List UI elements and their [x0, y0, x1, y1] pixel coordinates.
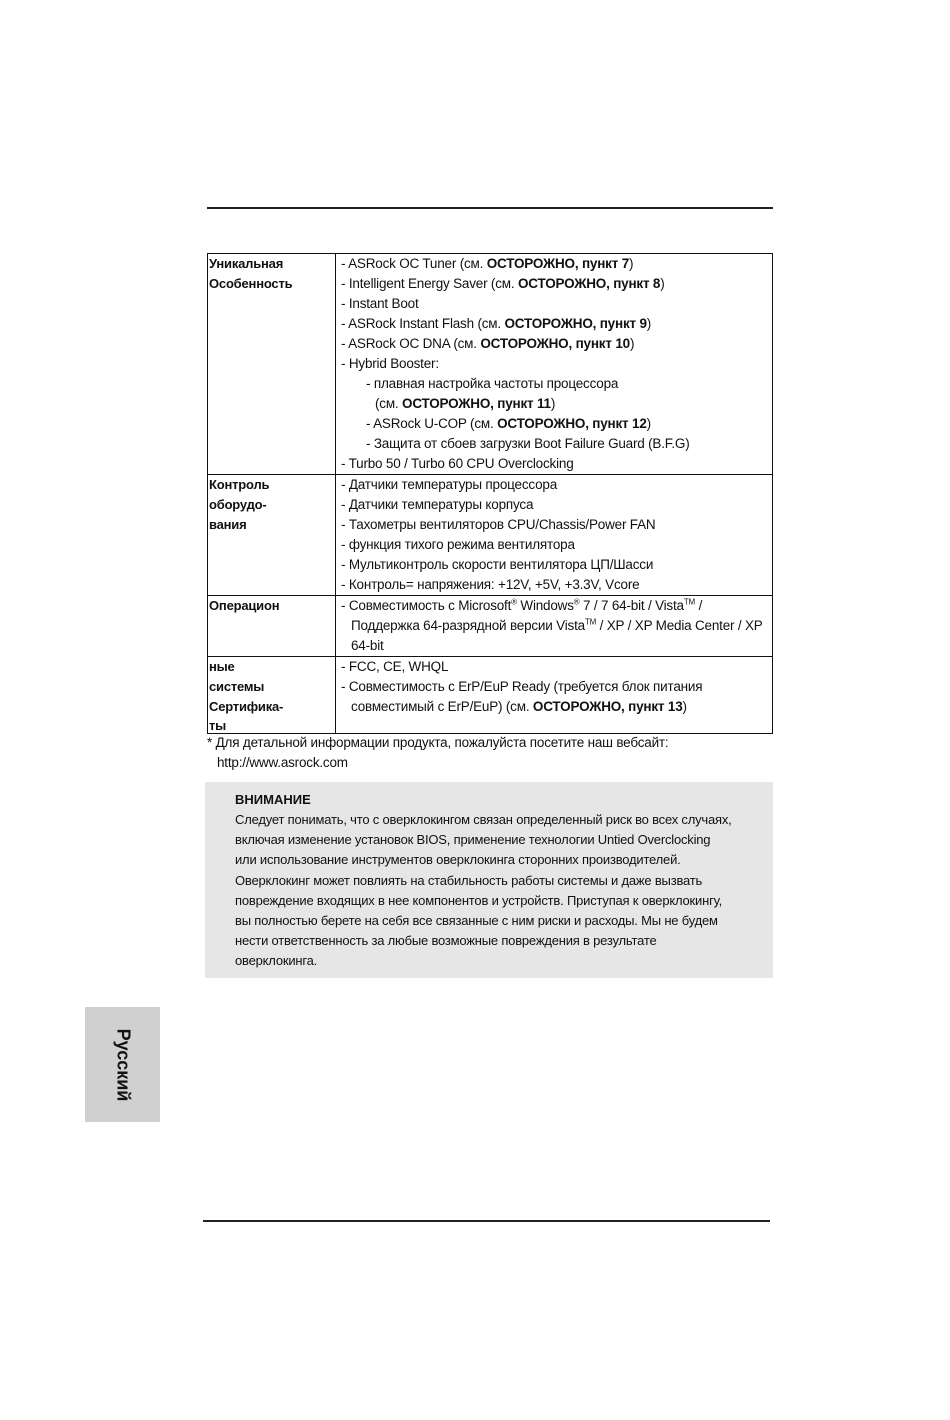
warning-line: Оверклокинг может повлиять на стабильность работы системы и даже вызвать — [235, 872, 703, 888]
row-label — [208, 657, 336, 734]
warning-title: ВНИМАНИЕ — [235, 792, 311, 807]
footnote-url: http://www.asrock.com — [217, 755, 348, 770]
row-label — [208, 254, 336, 475]
list-item: - плавная настройка частоты процессора — [366, 376, 619, 391]
warning-body — [235, 810, 732, 972]
list-item: - Совместимость с Microsoft® Windows® 7 / 7 64-bit / Vista™ / — [341, 597, 703, 613]
list-item: - Тахометры вентиляторов CPU/Chassis/Power FAN — [341, 517, 656, 532]
warning-box — [205, 782, 773, 978]
footnote — [207, 733, 668, 773]
warning-line: или использование инструментов оверклокинга сторонних производителей. — [235, 852, 681, 868]
list-item: - Intelligent Energy Saver (см. ОСТОРОЖНО, пункт 8) — [341, 276, 665, 291]
list-item: - Датчики температуры процессора — [341, 477, 558, 492]
row-label — [208, 475, 336, 596]
list-item: - Мультиконтроль скорости вентилятора ЦП/Шасси — [341, 557, 654, 572]
warning-line: включая изменение установок BIOS, применение технологии Untied Overclocking — [235, 832, 711, 848]
list-item: - ASRock OC DNA (см. ОСТОРОЖНО, пункт 10) — [341, 336, 635, 351]
list-item: - Instant Boot — [341, 296, 419, 311]
header-rule — [207, 207, 773, 209]
list-item: - Защита от сбоев загрузки Boot Failure Guard (B.F.G) — [366, 436, 690, 451]
row-items — [336, 596, 773, 657]
warning-line: повреждение входящих в нее компонентов и устройств. Приступая к оверклокингу, — [235, 892, 723, 908]
list-item: - Совместимость с ErP/EuP Ready (требуется блок питания — [341, 679, 703, 694]
label-line: системы — [209, 679, 265, 694]
spec-row-certifications — [208, 657, 773, 734]
list-item: - Hybrid Booster: — [341, 356, 439, 371]
label-line: Сертифика- — [209, 699, 284, 714]
label-line: Контроль — [209, 477, 270, 492]
warning-line: нести ответственность за любые возможные повреждения в результате — [235, 933, 657, 949]
label-line: Уникальная — [209, 256, 284, 271]
warning-line: вы полностью берете на себя все связанные с ним риски и расходы. Мы не будем — [235, 913, 718, 929]
spec-table — [207, 253, 773, 734]
footer-rule — [203, 1220, 770, 1222]
label-line: ные — [209, 659, 235, 674]
language-tab — [85, 1007, 160, 1122]
footnote-text: * Для детальной информации продукта, пожалуйста посетите наш вебсайт: — [207, 735, 669, 750]
list-item: - ASRock OC Tuner (см. ОСТОРОЖНО, пункт 7) — [341, 256, 634, 271]
label-line: ты — [209, 718, 227, 733]
list-item: - Датчики температуры корпуса — [341, 497, 534, 512]
list-item: - Контроль= напряжения: +12V, +5V, +3.3V, Vcore — [341, 577, 640, 592]
list-item: (см. ОСТОРОЖНО, пункт 11) — [375, 396, 556, 411]
language-tab-label: Русский — [113, 1028, 133, 1101]
spec-row-unique-features — [208, 254, 773, 475]
row-items — [336, 475, 773, 596]
warning-line: Следует понимать, что с оверклокингом связан определенный риск во всех случаях, — [235, 812, 732, 827]
list-item: Поддержка 64-разрядной версии Vista™ / XP / XP Media Center / XP — [351, 617, 763, 633]
row-label — [208, 596, 336, 657]
warning-line: оверклокинга. — [235, 953, 318, 969]
label-line: оборудо- — [209, 497, 267, 512]
list-item: - Turbo 50 / Turbo 60 CPU Overclocking — [341, 456, 574, 471]
label-line: вания — [209, 517, 247, 532]
label-line: Особенность — [209, 276, 293, 291]
list-item: - ASRock Instant Flash (см. ОСТОРОЖНО, пункт 9) — [341, 316, 652, 331]
spec-row-hardware-monitor — [208, 475, 773, 596]
list-item: - функция тихого режима вентилятора — [341, 537, 575, 552]
spec-row-os — [208, 596, 773, 657]
label-line: Операцион — [209, 598, 280, 613]
list-item: совместимый с ErP/EuP) (см. ОСТОРОЖНО, пункт 13) — [351, 699, 687, 714]
list-item: - ASRock U-COP (см. ОСТОРОЖНО, пункт 12) — [366, 416, 651, 431]
list-item: 64-bit — [351, 638, 384, 653]
list-item: - FCC, CE, WHQL — [341, 659, 449, 674]
row-items — [336, 254, 773, 475]
row-items — [336, 657, 773, 734]
